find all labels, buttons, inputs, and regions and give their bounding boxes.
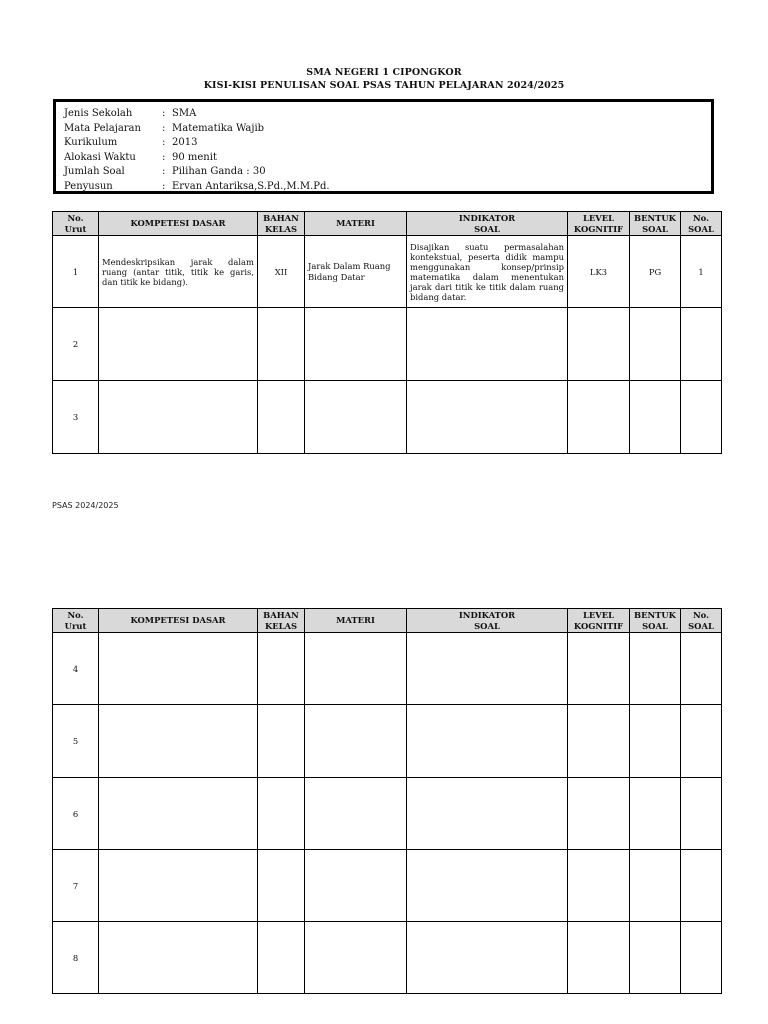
info-colon: : [162,108,166,119]
table-row [53,705,722,778]
row-number: 7 [53,850,99,922]
header-bentuk-soal: BENTUK SOAL [630,212,681,236]
table-row [53,922,722,994]
info-value: SMA [172,108,197,119]
identity-box [53,99,714,194]
header-no-urut: No. Urut [53,212,99,236]
row-number: 3 [53,381,99,454]
row-number: 2 [53,308,99,381]
info-value: 90 menit [172,151,217,163]
info-label: Penyusun [64,180,113,192]
row-number: 1 [53,236,99,308]
info-colon: : [162,137,166,149]
table-row [53,381,722,454]
header-level-kognitif: LEVEL KOGNITIF [568,212,630,236]
table-header-row [53,609,722,633]
header-kompetensi-dasar: KOMPETESI DASAR [99,609,258,633]
row-number: 5 [53,705,99,778]
table-row [53,850,722,922]
info-value: 2013 [172,137,198,149]
row-number: 4 [53,633,99,705]
info-row-mata-pelajaran [64,122,703,137]
header-no-soal: No. SOAL [681,212,722,236]
info-label: Mata Pelajaran [64,122,141,134]
row-bahan-kelas: XII [258,236,305,308]
table-row [53,633,722,705]
info-value: Ervan Antariksa,S.Pd.,M.M.Pd. [172,180,330,192]
info-value: Pilihan Ganda : 30 [172,166,266,178]
info-label: Jumlah Soal [64,166,125,178]
row-number: 8 [53,922,99,994]
header-no-urut: No. Urut [53,609,99,633]
table-row [53,236,722,308]
info-colon: : [162,166,166,178]
school-name: SMA NEGERI 1 CIPONGKOR [306,67,462,78]
header-bentuk-soal: BENTUK SOAL [630,609,681,633]
table-row [53,778,722,850]
info-colon: : [162,122,166,134]
header-no-soal: No. SOAL [681,609,722,633]
header-indikator-soal: INDIKATOR SOAL [407,212,568,236]
info-colon: : [162,151,166,163]
header-materi: MATERI [305,609,407,633]
table-row [53,308,722,381]
info-row-kurikulum [64,136,703,151]
info-label: Alokasi Waktu [64,151,136,163]
kisi-kisi-table-page-1 [52,211,722,454]
header-level-kognitif: LEVEL KOGNITIF [568,609,630,633]
info-row-penyusun [64,180,703,195]
info-row-jumlah-soal [64,165,703,180]
document-title: KISI-KISI PENULISAN SOAL PSAS TAHUN PELAJARAN 2024/2025 [203,80,565,91]
row-materi: Jarak Dalam Ruang Bidang Datar [305,236,407,308]
table-header-row [53,212,722,236]
info-row-jenis-sekolah [64,107,703,122]
info-label: Kurikulum [64,137,118,149]
row-bentuk-soal: PG [630,236,681,308]
row-no-soal: 1 [681,236,722,308]
row-indikator-soal: Disajikan suatu permasalahan kontekstual, peserta didik mampu menggunakan konsep/prinsip matematika dalam menentukan jarak dari titik ke titik dalam ruang bidang datar. [407,236,568,308]
header-kompetensi-dasar: KOMPETESI DASAR [99,212,258,236]
header-bahan-kelas: BAHAN KELAS [258,609,305,633]
header-materi: MATERI [305,212,407,236]
page-footer: PSAS 2024/2025 [52,501,119,510]
kisi-kisi-table-page-2 [52,608,722,994]
row-kompetensi-dasar: Mendeskripsikan jarak dalam ruang (antar titik, titik ke garis, dan titik ke bidang). [99,236,258,308]
info-value: Matematika Wajib [172,122,265,134]
row-level-kognitif: LK3 [568,236,630,308]
info-label: Jenis Sekolah [64,108,133,119]
header-bahan-kelas: BAHAN KELAS [258,212,305,236]
header-indikator-soal: INDIKATOR SOAL [407,609,568,633]
info-colon: : [162,180,166,192]
info-row-alokasi-waktu [64,151,703,166]
row-number: 6 [53,778,99,850]
